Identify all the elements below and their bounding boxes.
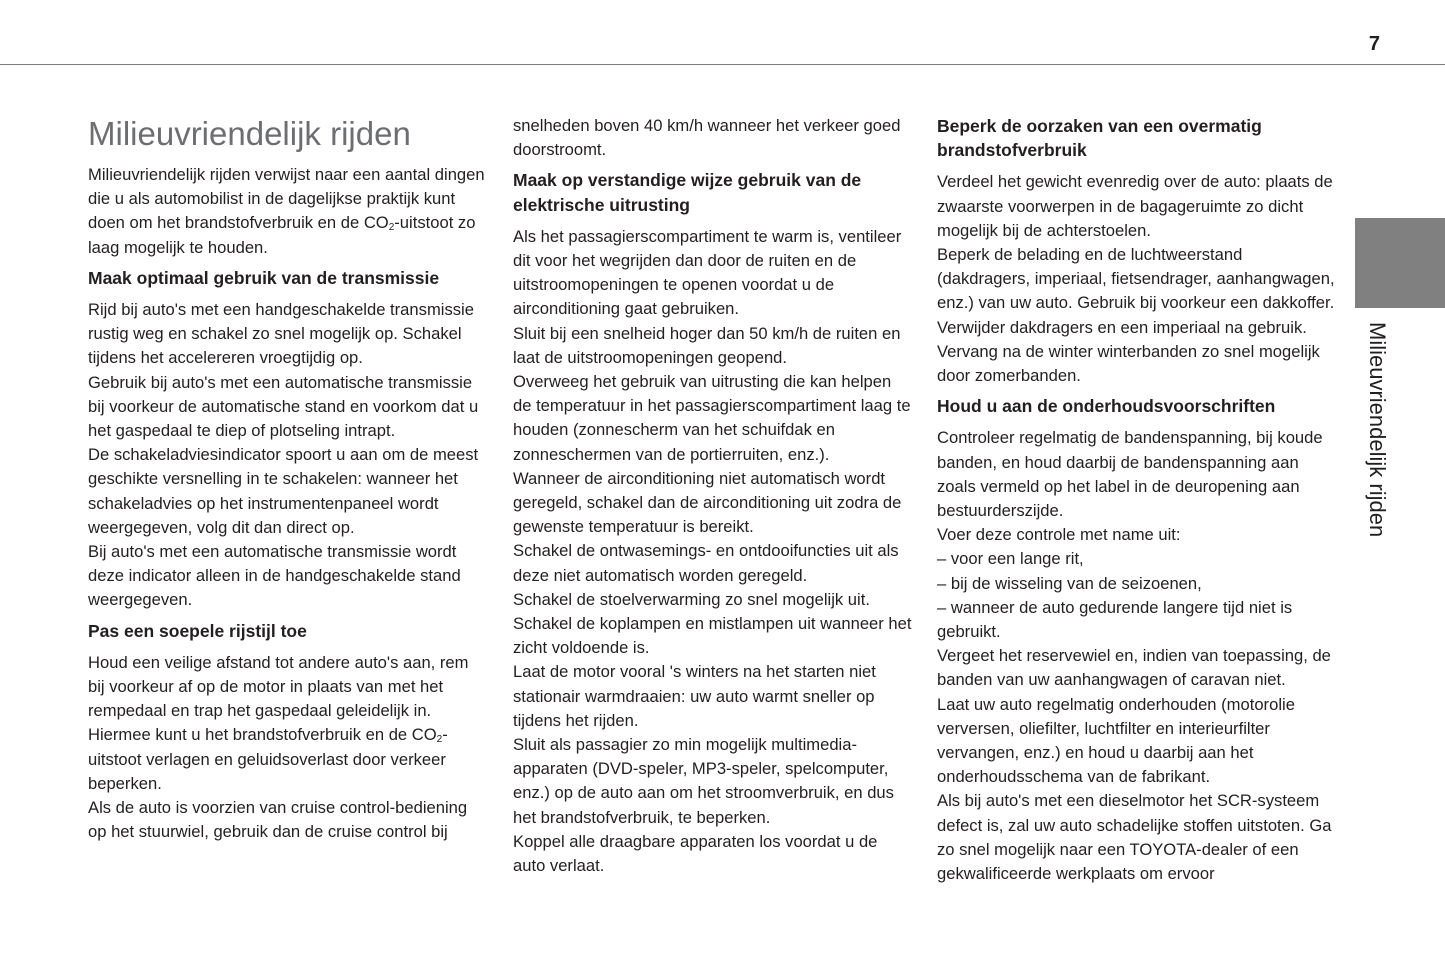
heading-excess-consumption: Beperk de oorzaken van een overmatig brandstofverbruik — [937, 116, 1262, 161]
list-item: – voor een lange rit, — [937, 549, 1084, 569]
heading-maintenance: Houd u aan de onderhoudsvoorschriften — [937, 396, 1276, 417]
paragraph: Controleer regelmatig de bandenspanning, bij koude banden, en houd daarbij de bandenspanning aan zoals vermeld op het label in de deuropening aan bestuurderszijde. — [937, 428, 1323, 521]
list-item: – bij de wisseling van de seizoenen, — [937, 573, 1202, 593]
paragraph: Als de auto is voorzien van cruise control-bediening op het stuurwiel, gebruik dan de cruise control bij — [88, 798, 468, 842]
section-tab-marker — [1355, 218, 1445, 308]
paragraph: Rijd bij auto's met een handgeschakelde transmissie rustig weg en schakel zo snel mogelijk op. Schakel tijdens het accelereren vroegtijdig op. — [88, 300, 474, 368]
paragraph: Wanneer de airconditioning niet automatisch wordt geregeld, schakel dan de airconditioning uit zodra de gewenste temperatuur is bereikt. — [513, 468, 902, 537]
heading-driving-style: Pas een soepele rijstijl toe — [88, 620, 307, 641]
column-left — [88, 114, 488, 844]
paragraph: Beperk de belading en de luchtweerstand (dakdragers, imperiaal, fietsendrager, aanhangwagen, enz.) van uw auto. Gebruik bij voorkeur een dakkoffer. — [937, 245, 1335, 313]
paragraph: Schakel de koplampen en mistlampen uit wanneer het zicht voldoende is. — [513, 614, 912, 658]
paragraph: Houd een veilige afstand tot andere auto's aan, rem bij voorkeur af op de motor in plaats van met het rempedaal en trap het gaspedaal geleidelijk in. Hiermee kunt u het brandstofverbruik en de $CO_2$-uitstoot verlagen en geluidsoverlast door verkeer beperken. — [88, 652, 469, 793]
paragraph: Overweeg het gebruik van uitrusting die kan helpen de temperatuur in het passagierscompartiment laag te houden (zonnescherm van het schuifdak en zonneschermen van de portierruiten, enz.). — [513, 372, 911, 464]
paragraph: Laat uw auto regelmatig onderhouden (motorolie verversen, oliefilter, luchtfilter en interieurfilter vervangen, enz.) en houd u daarbij aan het onderhoudsschema van de fabrikant. — [937, 694, 1295, 787]
paragraph: snelheden boven 40 km/h wanneer het verkeer goed doorstroomt. — [513, 116, 901, 160]
paragraph: Vergeet het reservewiel en, indien van toepassing, de banden van uw aanhangwagen of caravan niet. — [937, 646, 1331, 690]
paragraph: Koppel alle draagbare apparaten los voordat u de auto verlaat. — [513, 831, 878, 876]
paragraph: Gebruik bij auto's met een automatische transmissie bij voorkeur de automatische stand en voorkom dat u het gaspedaal te diep of plotseling intrapt. — [88, 372, 479, 441]
section-side-label: Milieuvriendelijk rijden — [1365, 322, 1390, 538]
paragraph: Sluit als passagier zo min mogelijk multimedia-apparaten (DVD-speler, MP3-speler, spelcomputer, enz.) op de auto aan om het stroomverbruik, en dus het brandstofverbruik, te beperken. — [513, 735, 894, 827]
intro-paragraph: Milieuvriendelijk rijden verwijst naar een aantal dingen die u als automobilist in de dagelijkse praktijk kunt doen om het brandstofverbruik en de $CO_2$-uitstoot zo laag mogelijk te houden. — [88, 165, 485, 257]
paragraph: Laat de motor vooral 's winters na het starten niet stationair warmdraaien: uw auto warmt sneller op tijdens het rijden. — [513, 662, 876, 730]
column-right — [937, 114, 1337, 886]
paragraph: Als bij auto's met een dieselmotor het SCR-systeem defect is, zal uw auto schadelijke stoffen uitstoten. Ga zo snel mogelijk naar een TOYOTA-dealer of een gekwalificeerde werkplaats om ervoor — [937, 791, 1332, 884]
page-title: Milieuvriendelijk rijden — [88, 115, 411, 152]
heading-transmission: Maak optimaal gebruik van de transmissie — [88, 267, 440, 288]
header-rule — [0, 64, 1445, 65]
heading-electrical-equipment: Maak op verstandige wijze gebruik van de elektrische uitrusting — [513, 170, 862, 215]
paragraph: Verwijder dakdragers en een imperiaal na gebruik. — [937, 317, 1307, 337]
page-number: 7 — [1368, 33, 1380, 55]
paragraph: Schakel de ontwasemings- en ontdooifuncties uit als deze niet automatisch worden geregeld. — [513, 541, 899, 585]
paragraph: Verdeel het gewicht evenredig over de auto: plaats de zwaarste voorwerpen in de bagageruimte zo dicht mogelijk bij de achterstoelen. — [937, 172, 1333, 240]
paragraph: Sluit bij een snelheid hoger dan 50 km/h de ruiten en laat de uitstroomopeningen geopend. — [513, 323, 901, 367]
paragraph: Als het passagierscompartiment te warm is, ventileer dit voor het wegrijden dan door de ruiten en de uitstroomopeningen te openen voordat u de airconditioning gaat gebruiken. — [513, 226, 902, 319]
paragraph: De schakeladviesindicator spoort u aan om de meest geschikte versnelling in te schakelen: wanneer het schakeladvies op het instrumentenpaneel wordt weergegeven, volg dit dan direct op. — [88, 445, 479, 537]
paragraph: Bij auto's met een automatische transmissie wordt deze indicator alleen in de handgeschakelde stand weergegeven. — [88, 542, 461, 610]
column-middle — [513, 114, 913, 878]
paragraph: Vervang na de winter winterbanden zo snel mogelijk door zomerbanden. — [937, 341, 1320, 386]
paragraph: Schakel de stoelverwarming zo snel mogelijk uit. — [513, 589, 870, 609]
paragraph: Voer deze controle met name uit: — [937, 525, 1181, 545]
list-item: – wanneer de auto gedurende langere tijd niet is gebruikt. — [937, 597, 1293, 642]
